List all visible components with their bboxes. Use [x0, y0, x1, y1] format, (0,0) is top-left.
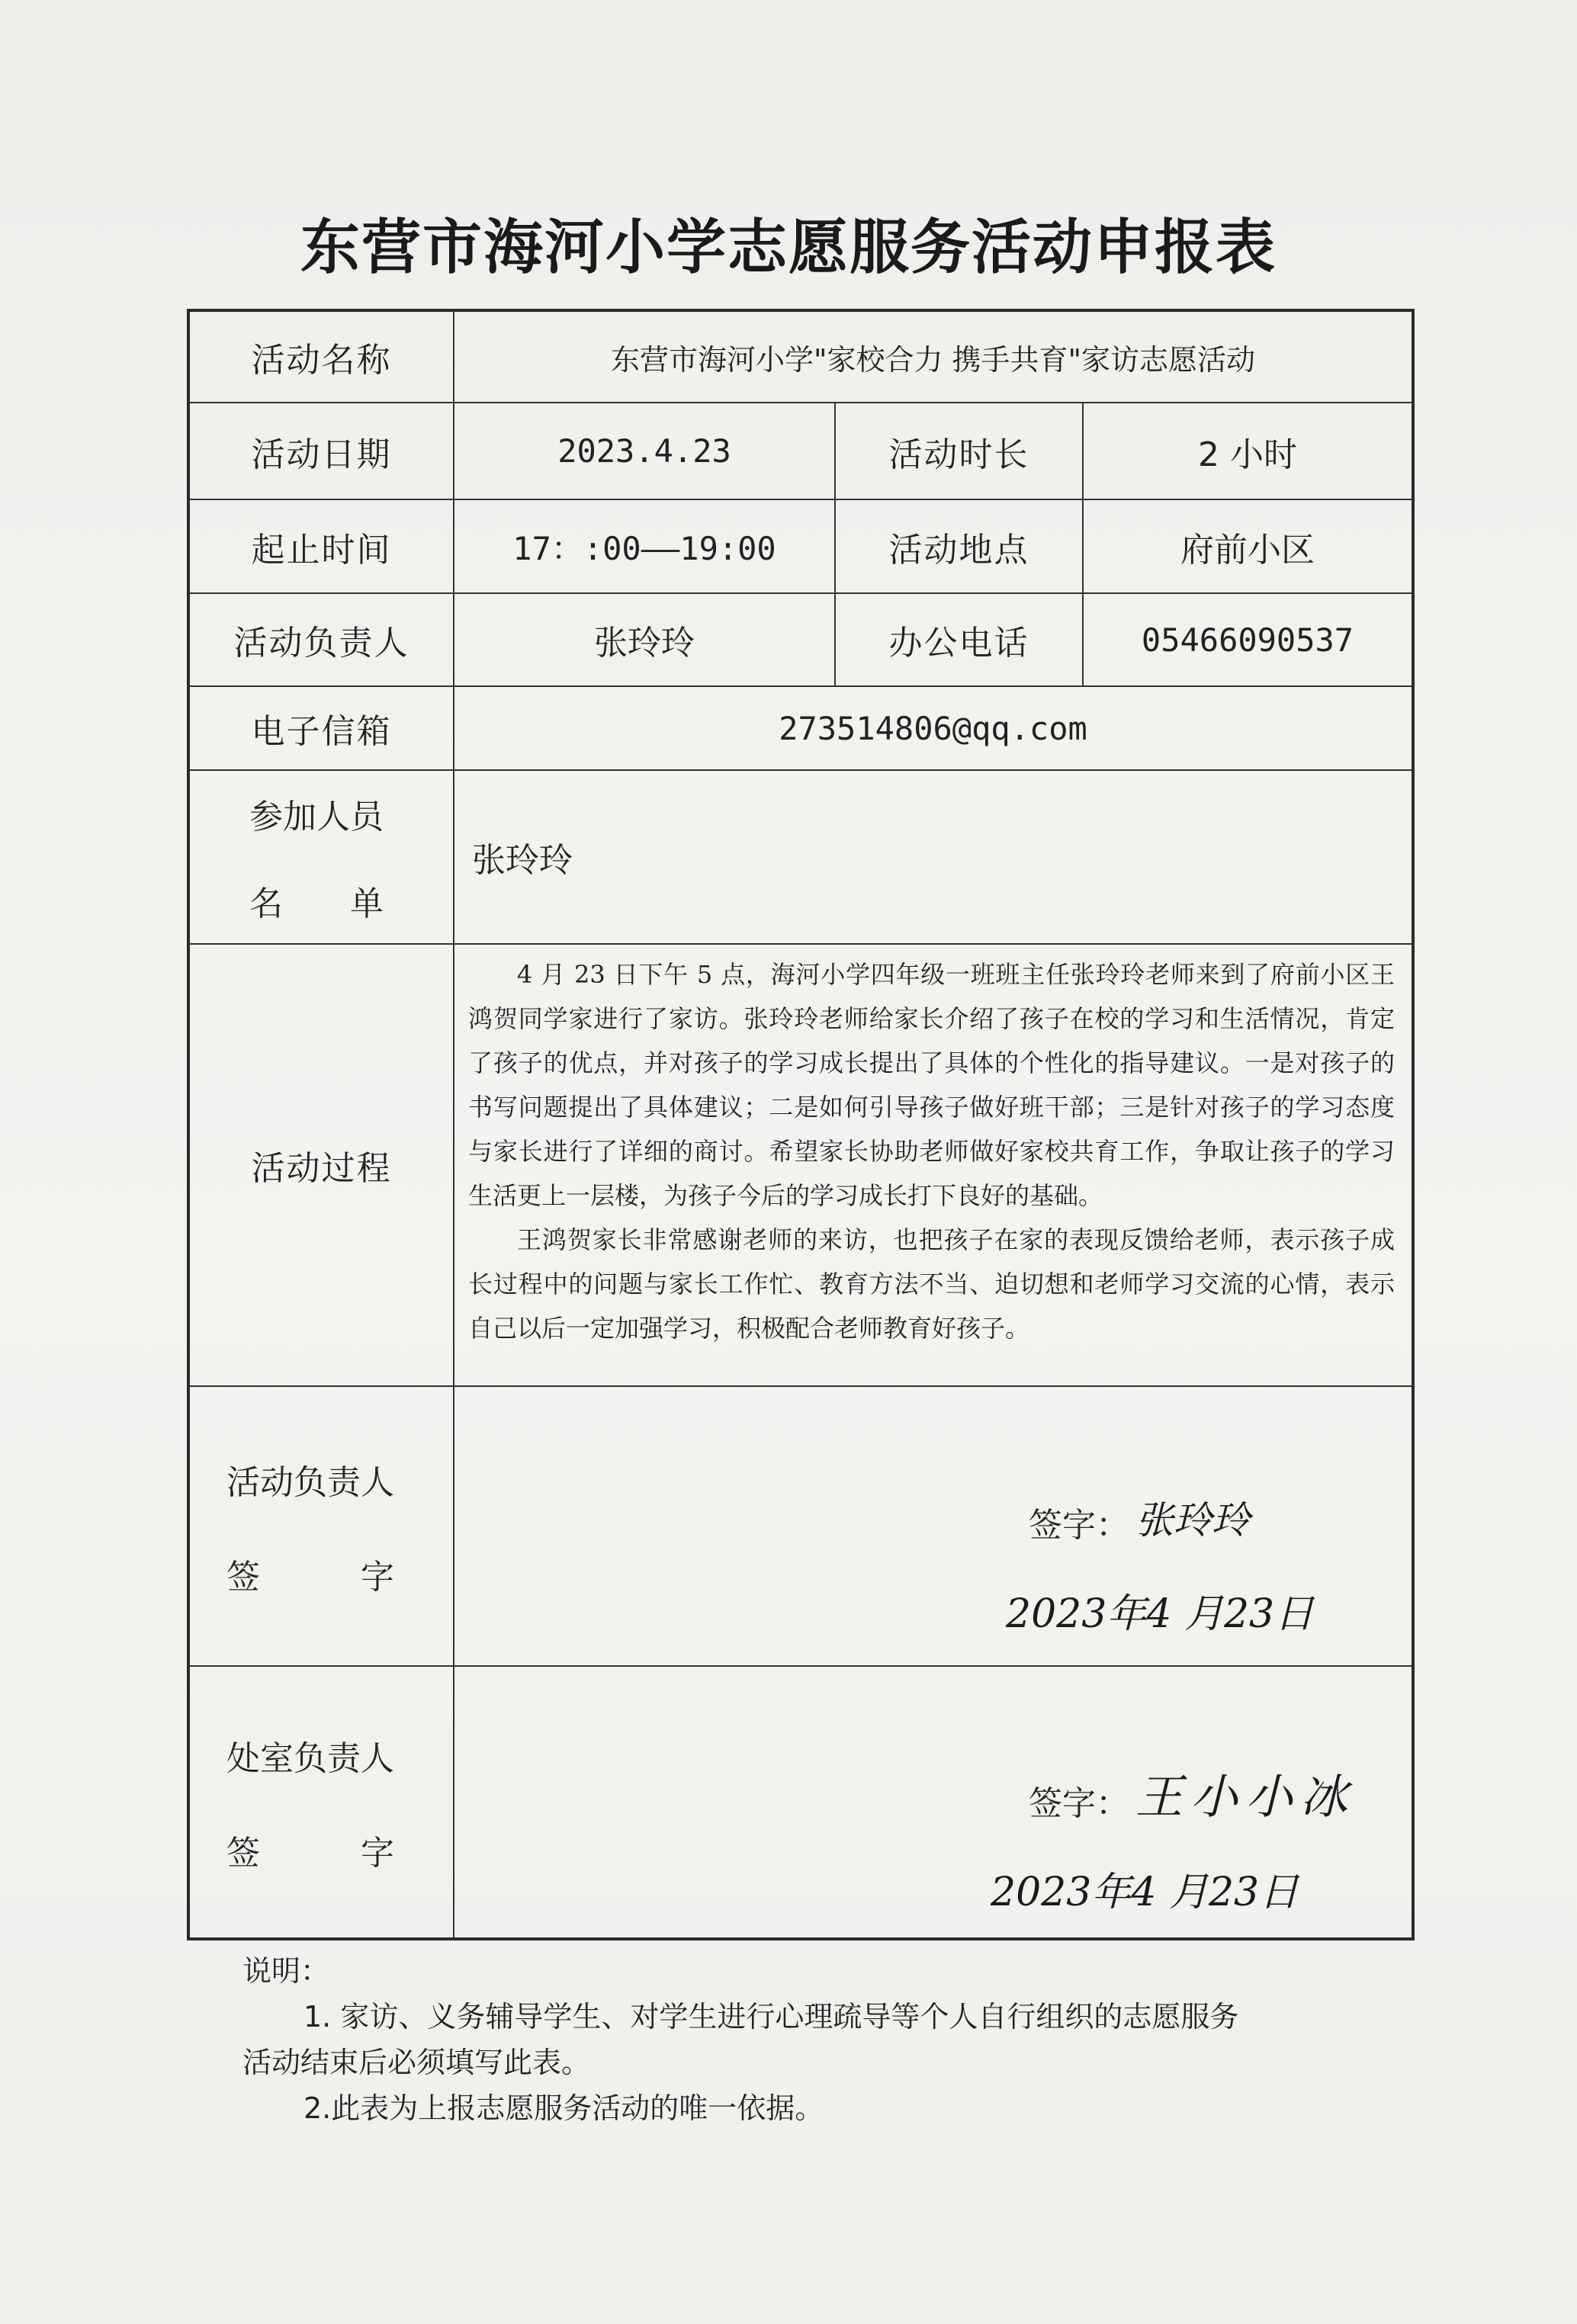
leader-sign-date: 2023年4 月23日 [1006, 1591, 1315, 1637]
label-leader-sign-line2: 签 字 [226, 1557, 394, 1597]
label-office-sign-line2: 签 字 [226, 1833, 394, 1873]
label-email: 电子信箱 [251, 712, 392, 751]
notes-item-1-line2: 活动结束后必须填写此表。 [242, 2046, 591, 2079]
label-office-phone: 办公电话 [888, 624, 1029, 663]
label-participants-line1: 参加人员 [249, 798, 384, 836]
office-sign-label: 签字： [1029, 1784, 1129, 1823]
notes-item-1-line1: 1. 家访、义务辅导学生、对学生进行心理疏导等个人自行组织的志愿服务 [304, 2000, 1239, 2034]
label-participants-line2: 名 单 [249, 884, 384, 923]
label-leader: 活动负责人 [233, 624, 410, 663]
value-leader: 张玲玲 [594, 624, 695, 663]
value-email: 273514806@qq.com [779, 709, 1087, 747]
office-signature-handwriting: 王小小冰 [1135, 1769, 1356, 1825]
value-location: 府前小区 [1180, 530, 1315, 570]
value-time-range: 17：:00——19:00 [512, 529, 776, 567]
label-activity-date: 活动日期 [251, 435, 392, 474]
label-participants [190, 771, 453, 943]
value-activity-name: 东营市海河小学"家校合力 携手共育"家访志愿活动 [610, 342, 1256, 377]
label-location: 活动地点 [888, 530, 1029, 570]
value-activity-date: 2023.4.23 [557, 432, 731, 470]
notes-heading: 说明： [242, 1954, 330, 1988]
label-leader-sign-line1: 活动负责人 [226, 1462, 394, 1502]
notes-item-2: 2.此表为上报志愿服务活动的唯一依据。 [304, 2091, 824, 2125]
process-text [468, 952, 1395, 1350]
value-participants: 张玲玲 [472, 841, 573, 880]
label-leader-sign [190, 1387, 453, 1665]
label-process: 活动过程 [251, 1149, 392, 1188]
office-sign-date: 2023年4 月23日 [991, 1870, 1299, 1915]
notes-section [242, 1948, 1417, 2131]
label-activity-name: 活动名称 [251, 341, 392, 380]
label-time-range: 起止时间 [251, 530, 392, 570]
leader-sign-label: 签字： [1029, 1506, 1129, 1545]
value-duration: 2 小时 [1198, 435, 1297, 474]
process-paragraph-2: 王鸿贺家长非常感谢老师的来访，也把孩子在家的表现反馈给老师，表示孩子成长过程中的问题与家长工作忙、教育方法不当、迫切想和老师学习交流的心情，表示自己以后一定加强学习，积极配合老师教育好孩子。 [468, 1225, 1395, 1343]
label-office-sign-line1: 处室负责人 [226, 1738, 394, 1778]
value-office-phone: 05466090537 [1141, 621, 1354, 659]
application-form-table [187, 309, 1415, 1940]
process-paragraph-1: 4 月 23 日下午 5 点，海河小学四年级一班班主任张玲玲老师来到了府前小区王鸿贺同学家进行了家访。张玲玲老师给家长介绍了孩子在校的学习和生活情况，肯定了孩子的优点，并对孩子的学习成长提出了具体的个性化的指导建议。一是对孩子的书写问题提出了具体建议；二是如何引导孩子做好班干部；三是针对孩子的学习态度与家长进行了详细的商讨。希望家长协助老师做好家校共育工作，争取让孩子的学习生活更上一层楼，为孩子今后的学习成长打下良好的基础。 [468, 960, 1395, 1210]
leader-signature-handwriting: 张玲玲 [1135, 1498, 1250, 1542]
form-title: 东营市海河小学志愿服务活动申报表 [300, 213, 1277, 282]
label-duration: 活动时长 [888, 435, 1029, 474]
label-office-sign [190, 1667, 453, 1937]
